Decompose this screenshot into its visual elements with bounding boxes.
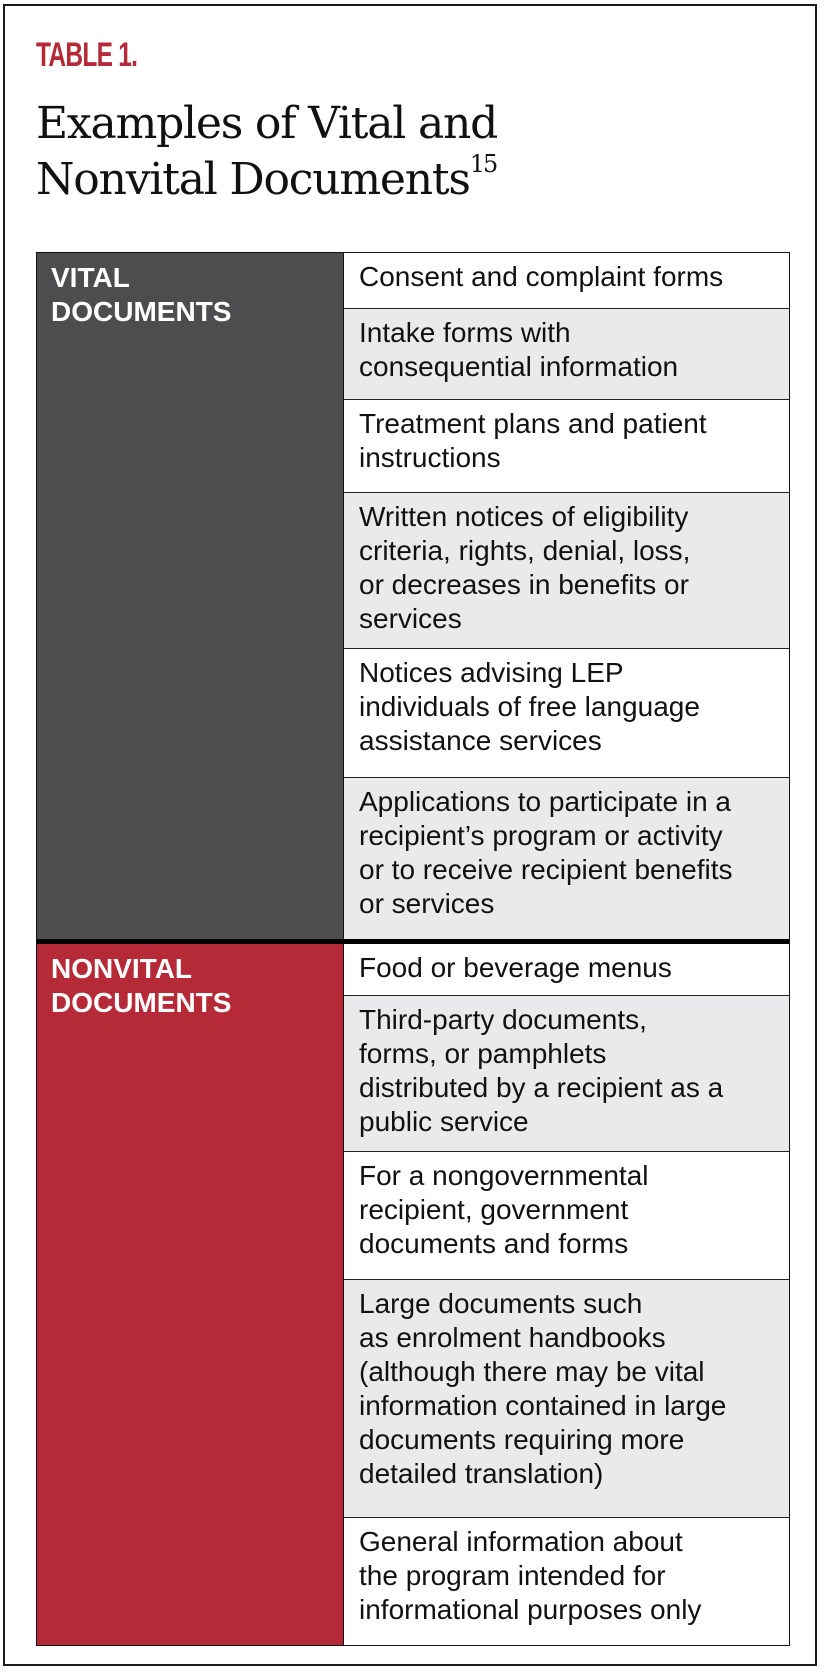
table-row <box>344 1151 789 1279</box>
table-row <box>344 648 789 777</box>
table-label: TABLE 1. <box>36 36 138 74</box>
cell-text: For a nongovernmental recipient, government documents and forms <box>359 1160 649 1259</box>
documents-table <box>36 252 790 1646</box>
cell-text: General information about the program intended for informational purposes only <box>359 1526 702 1625</box>
heading-line: DOCUMENTS <box>51 987 232 1018</box>
cell-text: Applications to participate in a recipient’s program or activity or to receive recipient benefits or services <box>359 786 733 919</box>
cell-text: Treatment plans and patient instructions <box>359 408 707 473</box>
vital-documents-heading <box>37 253 344 939</box>
table-row <box>344 399 789 492</box>
heading-line: DOCUMENTS <box>51 296 232 327</box>
table-row <box>344 253 789 308</box>
vital-documents-list <box>344 253 789 939</box>
table-row <box>344 777 789 939</box>
heading-line: NONVITAL <box>51 953 193 984</box>
table-row <box>344 1279 789 1517</box>
nonvital-documents-group <box>37 939 789 1645</box>
table-row <box>344 1517 789 1645</box>
cell-text: Consent and complaint forms <box>359 261 724 292</box>
cell-text: Third-party documents, forms, or pamphlets distributed by a recipient as a public service <box>359 1004 724 1137</box>
table-row <box>344 944 789 995</box>
title-line-1: Examples of Vital and <box>36 98 498 149</box>
table-row <box>344 308 789 399</box>
table-title <box>36 96 497 208</box>
table-row <box>344 995 789 1151</box>
cell-text: Notices advising LEP individuals of free language assistance services <box>359 657 700 756</box>
heading-line: VITAL <box>51 262 130 293</box>
vital-documents-group <box>37 253 789 939</box>
cell-text: Large documents such as enrolment handbooks (although there may be vital information contained in large documents requiring more detailed translation) <box>359 1288 727 1489</box>
title-line-2 <box>36 152 497 208</box>
nonvital-documents-list <box>344 944 789 1645</box>
footnote-reference[interactable]: 15 <box>469 150 497 178</box>
cell-text: Food or beverage menus <box>359 952 672 983</box>
title-line-2-text: Nonvital Documents <box>36 154 470 205</box>
cell-text: Intake forms with consequential information <box>359 317 679 382</box>
nonvital-documents-heading <box>37 944 344 1645</box>
table-row <box>344 492 789 648</box>
cell-text: Written notices of eligibility criteria, rights, denial, loss, or decreases in benefits or services <box>359 501 691 634</box>
